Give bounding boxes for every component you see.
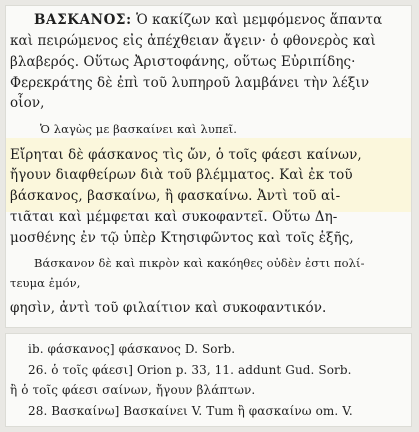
entry-line-1: [34, 12, 382, 28]
entry-line-5: οἷον,: [10, 95, 45, 111]
entry-line-2: καὶ πειρώμενος εἰς ἀπέχθειαν ἄγειν· ὁ φθονερὸς καὶ: [10, 33, 376, 49]
note-line: ἢ ὁ τοῖς φάεσι σαίνων, ἤγουν βλάπτων.: [10, 383, 256, 397]
headword: ΒΑΣΚΑΝΟΣ:: [34, 12, 132, 28]
note-line: ib. φάσκανος] φάσκανος D. Sorb.: [28, 342, 236, 356]
quotation-line: Βάσκανον δὲ καὶ πικρὸν καὶ κακόηθες οὐδὲν ἐστι πολί-: [34, 256, 365, 270]
note-line: 26. ὁ τοῖς φάεσι] Orion p. 33, 11. addunt Gud. Sorb.: [28, 363, 352, 377]
entry-line-9: βάσκανος, βασκαίνω, ἢ φασκαίνω. Ἀντὶ τοῦ αἰ-: [10, 188, 341, 204]
quotation-line: τευμα ἐμόν,: [10, 276, 81, 290]
main-entry-panel: [6, 6, 411, 327]
apparatus-notes-panel: [6, 334, 411, 426]
entry-line-10: τιᾶται καὶ μέμφεται καὶ συκοφαντεῖ. Οὕτω Δη-: [10, 209, 338, 225]
entry-line-7: Εἴρηται δὲ φάσκανος τὶς ὤν, ὁ τοῖς φάεσι καίνων,: [10, 147, 362, 163]
entry-line-14: φησὶν, ἀντὶ τοῦ φιλαίτιον καὶ συκοφαντικόν.: [10, 300, 327, 316]
quotation-line: Ὁ λαγὼς με βασκαίνει καὶ λυπεῖ.: [40, 122, 238, 136]
entry-line-8: ἤγουν διαφθείρων διὰ τοῦ βλέμματος. Καὶ ἐκ τοῦ: [10, 167, 353, 183]
note-line: 28. Βασκαίνω] Βασκαίνει V. Tum ἢ φασκαίνω om. V.: [28, 404, 353, 418]
entry-line-11: μοσθένης ἐν τῷ ὑπὲρ Κτησιφῶντος καὶ τοῖς ἑξῆς,: [10, 230, 354, 246]
entry-line-4: Φερεκράτης δὲ ἐπὶ τοῦ λυπηροῦ λαμβάνει τὴν λέξιν: [10, 75, 370, 91]
entry-line-3: βλαβερός. Οὕτως Ἀριστοφάνης, οὕτως Εὐριπίδης·: [10, 54, 356, 70]
entry-text: Ὁ κακίζων καὶ μεμφόμενος ἅπαντα: [136, 12, 383, 28]
